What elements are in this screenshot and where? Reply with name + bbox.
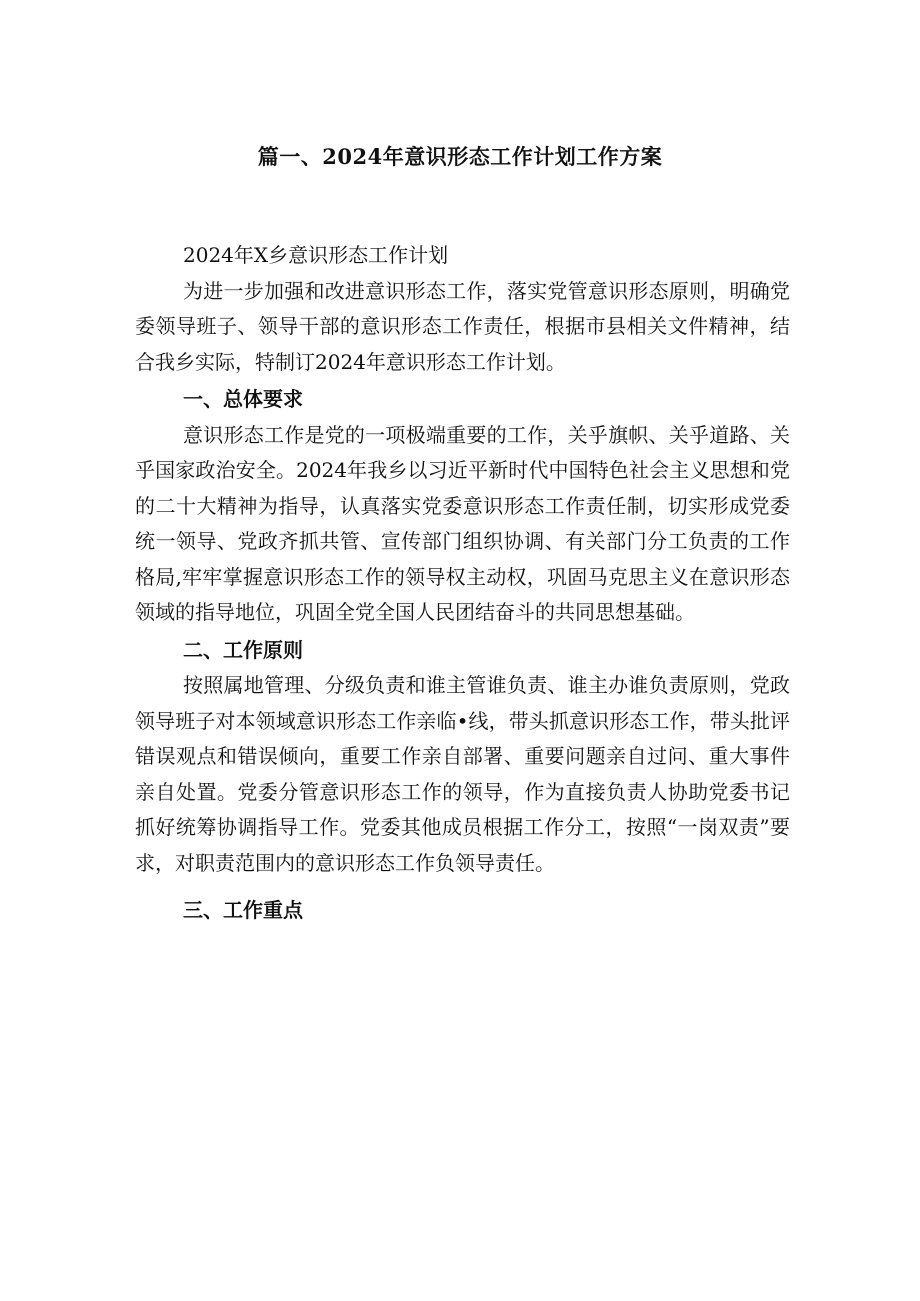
section-body-work-principles: 按照属地管理、分级负责和谁主管谁负责、谁主办谁负责原则，党政领导班子对本领域意识形态工作亲临•线，带头抓意识形态工作，带头批评错误观点和错误倾向，重要工作亲自部署、重要问题亲自过问、重大事件亲自处置。党委分管意识形态工作的领导，作为直接负责人协助党委书记抓好统筹协调指导工作。党委其他成员根据工作分工，按照“一岗双责”要求，对职责范围内的意识形态工作负领导责任。: [135, 673, 790, 875]
plan-subtitle: 2024年X乡意识形态工作计划: [183, 243, 449, 267]
section-heading-general-requirements: 一、总体要求: [183, 387, 303, 411]
section-body-general-requirements: 意识形态工作是党的一项极端重要的工作，关乎旗帜、关乎道路、关乎国家政治安全。2024年我乡以习近平新时代中国特色社会主义思想和党的二十大精神为指导，认真落实党委意识形态工作责任制，切实形成党委统一领导、党政齐抓共管、宣传部门组织协调、有关部门分工负责的工作格局,牢牢掌握意识形态工作的领导权主动权，巩固马克思主义在意识形态领域的指导地位，巩固全党全国人民团结奋斗的共同思想基础。: [135, 422, 790, 624]
section-heading-work-principles: 二、工作原则: [183, 637, 303, 662]
section-heading-work-focus: 三、工作重点: [183, 898, 303, 922]
document-title: 篇一、2024年意识形态工作计划工作方案: [257, 144, 663, 169]
document-body: [135, 238, 790, 929]
intro-paragraph: 为进一步加强和改进意识形态工作，落实党管意识形态原则，明确党委领导班子、领导干部的意识形态工作责任，根据市县相关文件精神，结合我乡实际，特制订2024年意识形态工作计划。: [135, 278, 790, 374]
